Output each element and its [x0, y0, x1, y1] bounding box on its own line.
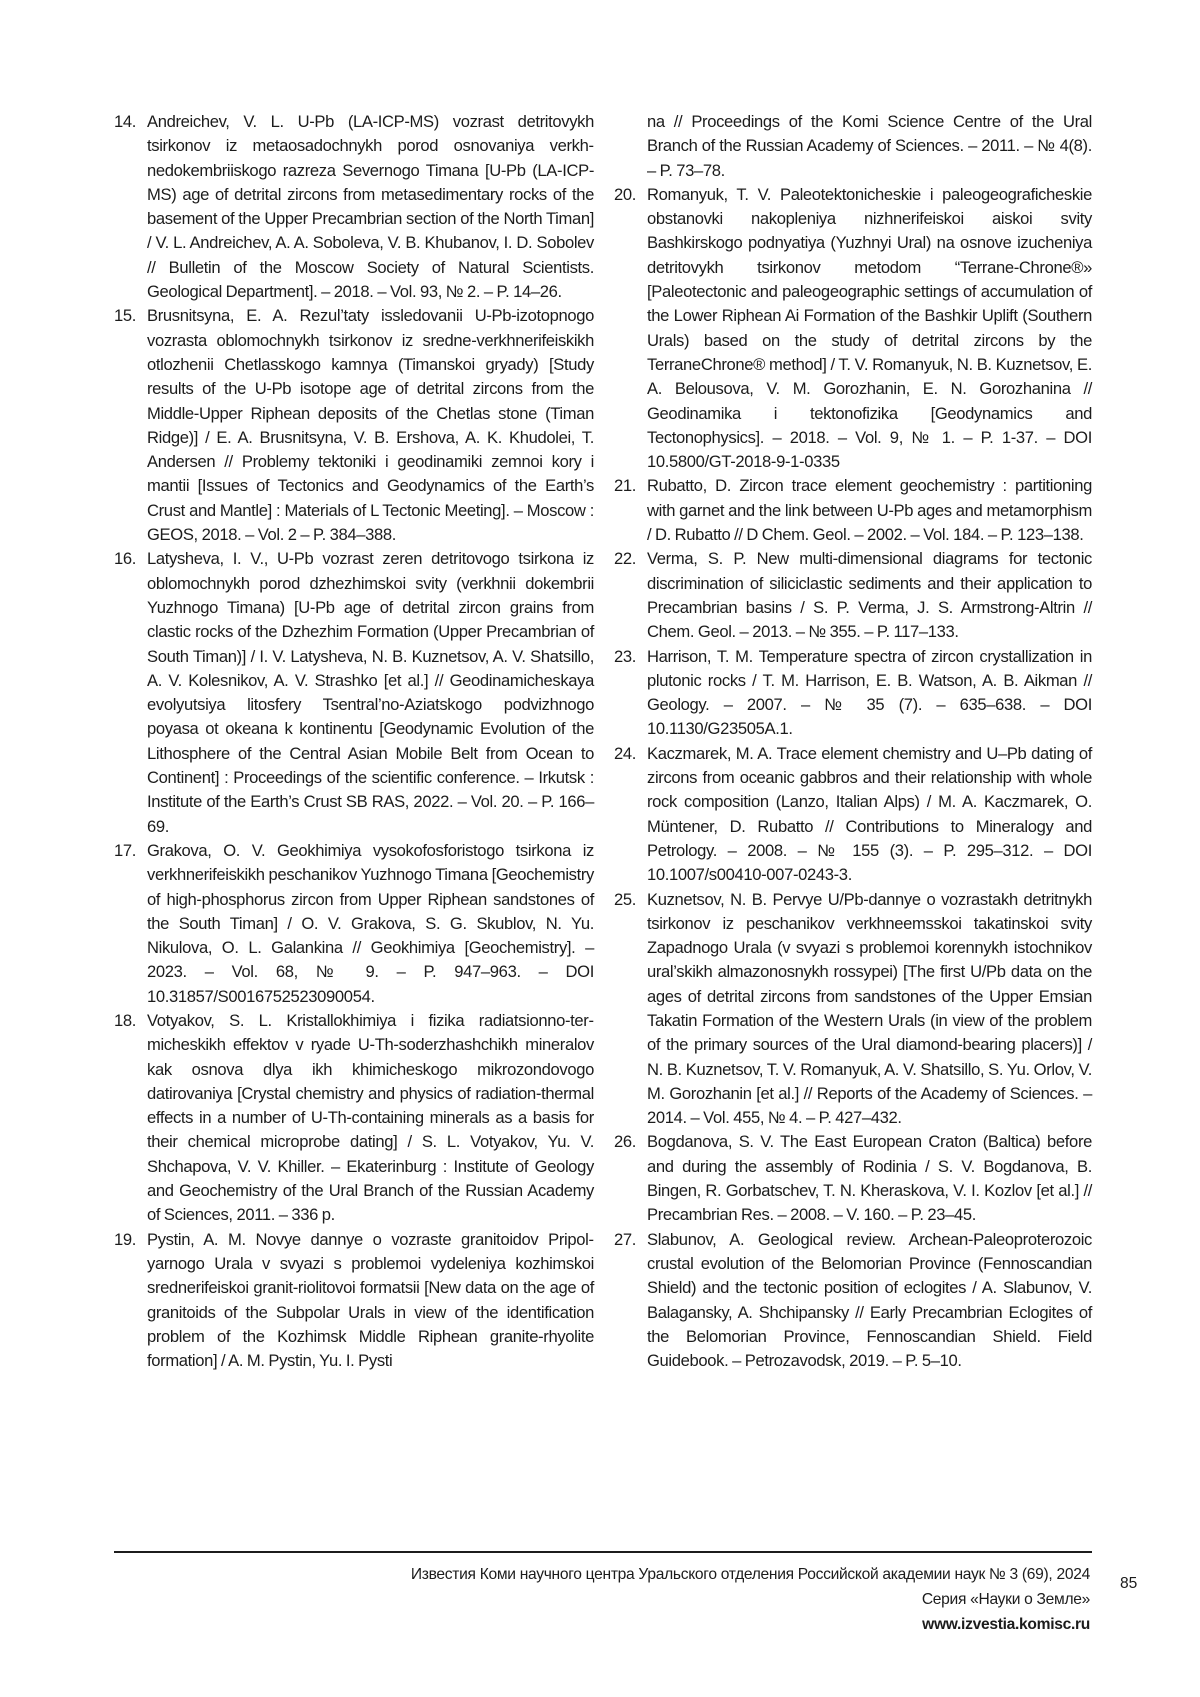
reference-number: 26.: [614, 1132, 637, 1152]
reference-continuation: na // Proceedings of the Komi Science Centre of the Ural Branch of the Russian Academy of Sciences. – 2011. – № 4(8). – P. 73–78.: [647, 112, 1092, 180]
reference-item: [614, 645, 1092, 742]
reference-text: Romanyuk, T. V. Paleotektonicheskie i paleogeograficheskie obstanovki nakopleniya nizhnerifeiskoi aiskoi svity Bashkirskogo podnyatiya (Yuzhnyi Ural) na osnove izucheniya detritovykh tsirkonov metodom “Terrane-Chrone®» [Paleotectonic and paleogeographic settings of accumulation of the Lower Riphean Ai Formation of the Bashkir Uplift (Southern Urals) based on the study of detrital zircons by the TerraneChrone® method] / T. V. Romanyuk, N. B. Kuznetsov, E. A. Belousova, V. M. Gorozhanin, E. N. Gorozhanina // Geodinamika i tektonofizika [Geodynamics and Tectonophysics]. – 2018. – Vol. 9, № 1. – P. 1-37. – DOI 10.5800/GT-2018-9-1-0335: [647, 184, 1092, 472]
reference-item: [114, 547, 594, 839]
reference-item: [114, 110, 594, 304]
reference-number: 15.: [114, 306, 137, 326]
footer-website-link[interactable]: www.izvestia.komisc.ru: [922, 1616, 1090, 1633]
reference-item: [614, 1228, 1092, 1374]
reference-text: Kuznetsov, N. B. Pervye U/Pb-dannye o vozrastakh detritnykh tsirkonov iz peschanikov verkhneemsskoi takatinskoi svity Zapadnogo Urala (v svyazi s problemoi korennykh istochnikov ural’skikh almazonosnykh rossypei) [The first U/Pb data on the ages of detrital zircons from sandstones of the Upper Emsian Takatin Formation of the Western Urals (in view of the problem of the primary sources of the Ural diamond-bearing placers)] / N. B. Kuznetsov, T. V. Romanyuk, A. V. Shatsillo, S. Yu. Orlov, V. M. Gorozhanin [et al.] // Reports of the Academy of Sciences. – 2014. – Vol. 455, № 4. – P. 427–432.: [647, 889, 1092, 1128]
reference-item: [614, 888, 1092, 1131]
reference-number: 21.: [614, 476, 637, 496]
reference-number: 14.: [114, 112, 137, 131]
reference-text: Rubatto, D. Zircon trace element geochemistry : partitioning with garnet and the link between U-Pb ages and metamorphism / D. Rubatto // D Chem. Geol. – 2002. – Vol. 184. – P. 123–138.: [647, 476, 1092, 545]
footer-divider: [114, 1551, 1092, 1553]
references-right-column: [614, 110, 1092, 1373]
reference-item: [114, 1228, 594, 1374]
reference-number: 19.: [114, 1229, 137, 1249]
reference-number: 18.: [114, 1010, 137, 1030]
reference-number: 27.: [614, 1229, 637, 1249]
footer-series: Серия «Науки о Земле»: [921, 1591, 1090, 1608]
page-number: 85: [1120, 1575, 1138, 1592]
reference-number: 17.: [114, 840, 137, 860]
reference-text: Grakova, O. V. Geokhimiya vysokofosforistogo tsirkona iz verkhnerifeiskikh peschanikov Yuzhnogo Timana [Geochemistry of high-phosphorus zircon from Upper Riphean sandstones of the South Timan] / O. V. Grakova, S. G. Skublov, N. Yu. Nikulova, O. L. Galankina // Geokhimiya [Geochemistry]. – 2023. – Vol. 68, № 9. – P. 947–963. – DOI 10.31857/S0016752523090054.: [147, 840, 594, 1006]
footer-journal-title: Известия Коми научного центра Уральского отделения Российской академии наук № 3 (69), 2024: [410, 1566, 1090, 1583]
reference-text: Slabunov, A. Geological review. Archean-Paleoproterozoic crustal evolution of the Belomorian Province (Fennoscandian Shield) and the tectonic position of eclogites / A. Slabunov, V. Balagansky, A. Shchipansky // Early Precambrian Eclogites of the Belomorian Province, Fennoscandian Shield. Field Guidebook. – Petrozavodsk, 2019. – P. 5–10.: [647, 1229, 1092, 1371]
reference-item: [614, 1130, 1092, 1227]
reference-text: Latysheva, I. V., U-Pb vozrast zeren detritovogo tsirkona iz oblomochnykh porod dzhezhimskoi svity (verkhnii dokembrii Yuzhnogo Timana) [U-Pb age of detrital zircon grains from clastic rocks of the Dzhezhim Formation (Upper Precambrian of South Timan)] / I. V. Latysheva, N. B. Kuznetsov, A. V. Shatsillo, A. V. Kolesnikov, A. V. Strashko [et al.] // Geodinamicheskaya evolyutsiya litosfery Tsentral’no-Aziatskogo podvizhnogo poyasa ot okeana k kontinentu [Geodynamic Evolution of the Lithosphere of the Central Asian Mobile Belt from Ocean to Continent] : Proceedings of the scientific conference. – Irkutsk : Institute of the Earth’s Crust SB RAS, 2022. – Vol. 20. – P. 166–69.: [147, 549, 594, 836]
reference-text: Verma, S. P. New multi-dimensional diagrams for tectonic discrimination of siliciclastic sediments and their application to Precambrian basins / S. P. Verma, J. S. Armstrong-Altrin // Chem. Geol. – 2013. – № 355. – P. 117–133.: [647, 549, 1092, 642]
reference-item: [614, 547, 1092, 644]
reference-item: [114, 304, 594, 547]
reference-number: 24.: [614, 743, 637, 763]
reference-number: 23.: [614, 646, 637, 666]
reference-text: Kaczmarek, M. A. Trace element chemistry and U–Pb dating of zircons from oceanic gabbros and their relationship with whole rock composition (Lanzo, Italian Alps) / M. A. Kaczmarek, O. Müntener, D. Rubatto // Contributions to Mineralogy and Petrology. – 2008. – № 155 (3). – P. 295–312. – DOI 10.1007/s00410-007-0243-3.: [647, 743, 1092, 885]
reference-item: [114, 839, 594, 1009]
reference-number: 16.: [114, 549, 137, 569]
reference-item: [114, 1009, 594, 1228]
reference-item: [614, 742, 1092, 888]
reference-text: Pystin, A. M. Novye dannye o vozraste granitoidov Pripolyarnogo Urala v svyazi s problemoi vydeleniya kozhimskoi srednerifeiskoi granit-riolitovoi formatsii [New data on the age of granitoids of the Subpolar Urals in view of the identification problem of the Kozhimsk Middle Riphean granite-rhyolite formation] / A. M. Pystin, Yu. I. Pysti: [147, 1229, 594, 1371]
reference-item: [614, 474, 1092, 547]
reference-text: Brusnitsyna, E. A. Rezul’taty issledovanii U-Pb-izotopnogo vozrasta oblomochnykh tsirkonov iz sredne-verkhnerifeiskikh otlozhenii Chetlasskogo kamnya (Timanskoi gryady) [Study results of the U-Pb isotope age of detrital zircons from the Middle-Upper Riphean deposits of the Chetlas stone (Timan Ridge)] / E. A. Brusnitsyna, V. B. Ershova, A. K. Khudolei, T. Andersen // Problemy tektoniki i geodinamiki zemnoi kory i mantii [Issues of Tectonics and Geodynamics of the Earth’s Crust and Mantle] : Materials of L Tectonic Meeting]. – Moscow : GEOS, 2018. – Vol. 2 – P. 384–388.: [147, 306, 594, 545]
reference-text: Votyakov, S. L. Kristallokhimiya i fizika radiatsionno-termicheskikh effektov v ryade U-Th-soderzhashchikh mineralov kak osnova dlya ikh khimicheskogo mikrozondovogo datirovaniya [Crystal chemistry and physics of radiation-thermal effects in a number of U-Th-containing minerals as a basis for their chemical microprobe dating] / S. L. Votyakov, Yu. V. Shchapova, V. V. Khiller. – Ekaterinburg : Institute of Geology and Geochemistry of the Ural Branch of the Russian Academy of Sciences, 2011. – 336 p.: [147, 1010, 594, 1225]
reference-number: 20.: [614, 184, 637, 204]
reference-text: Bogdanova, S. V. The East European Craton (Baltica) before and during the assembly of Rodinia / S. V. Bogdanova, B. Bingen, R. Gorbatschev, T. N. Kheraskova, V. I. Kozlov [et al.] // Precambrian Res. – 2008. – V. 160. – P. 23–45.: [647, 1132, 1092, 1225]
reference-text: Harrison, T. M. Temperature spectra of zircon crystallization in plutonic rocks / T. M. Harrison, E. B. Watson, A. B. Aikman // Geology. – 2007. – № 35 (7). – 635–638. – DOI 10.1130/G23505A.1.: [647, 646, 1092, 739]
reference-item: [614, 183, 1092, 475]
reference-number: 22.: [614, 549, 637, 569]
references-left-column: [114, 110, 594, 1373]
reference-text: Andreichev, V. L. U-Pb (LA-ICP-MS) vozrast detritovykh tsirkonov iz metaosadochnykh porod osnovaniya verkhnedokembriiskogo razreza Severnogo Timana [U-Pb (LA-ICP-MS) age of detrital zircons from metasedimentary rocks of the basement of the Upper Precambrian section of the North Timan] / V. L. Andreichev, A. A. Soboleva, V. B. Khubanov, I. D. Sobolev // Bulletin of the Moscow Society of Natural Scientists. Geological Department]. – 2018. – Vol. 93, № 2. – P. 14–26.: [147, 112, 594, 302]
page-footer: [411, 1562, 1090, 1637]
reference-number: 25.: [614, 889, 637, 909]
